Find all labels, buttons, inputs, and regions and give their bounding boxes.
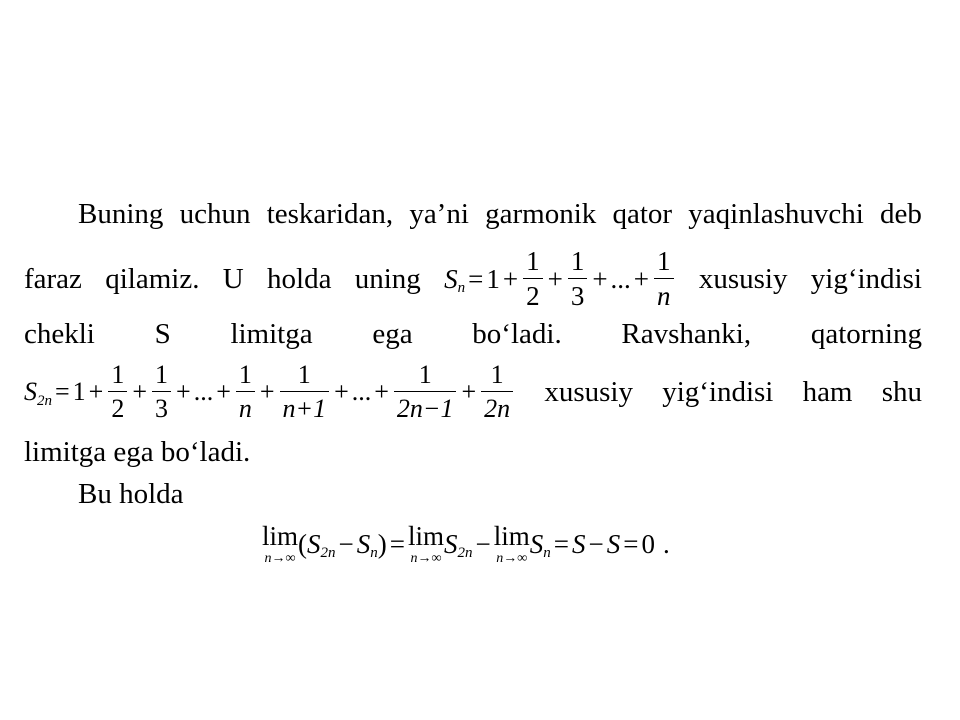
lim-text: lim [262, 521, 299, 551]
math-symbol: S [356, 529, 371, 559]
math-operator: + [633, 263, 650, 294]
math-operator: + [547, 263, 563, 294]
fraction [236, 362, 255, 422]
fraction [152, 362, 171, 422]
word: ega [372, 318, 413, 350]
math-symbol: S [307, 529, 321, 559]
word: xususiy [698, 262, 788, 295]
word: S [154, 318, 171, 350]
denominator: 3 [152, 391, 171, 422]
fraction [394, 362, 457, 422]
fraction [568, 248, 588, 310]
math-operator: + [259, 377, 275, 406]
word: qator [612, 198, 673, 230]
math-number: 1 [72, 377, 86, 406]
denominator: n [236, 391, 255, 422]
numerator: 1 [297, 360, 311, 389]
fraction [280, 362, 330, 422]
formula-limit [262, 523, 670, 566]
paragraph-line-1 [78, 198, 922, 231]
limit-operator [262, 523, 298, 566]
word: deb [880, 198, 922, 230]
word: teskaridan, [266, 198, 394, 230]
math-period: . [662, 529, 670, 559]
lim-text: lim [493, 521, 530, 551]
numerator: 1 [490, 360, 504, 389]
lim-subscript: n→∞ [264, 551, 296, 566]
word: xususiy [544, 375, 633, 408]
numerator: 1 [238, 360, 252, 389]
math-symbol: S [571, 529, 586, 559]
word: shu [881, 375, 922, 408]
math-symbol: S [606, 529, 621, 559]
word: qilamiz. [105, 262, 200, 295]
math-operator: + [88, 377, 104, 406]
math-subscript: n [370, 545, 378, 561]
paragraph-line-6: Bu holda [78, 478, 184, 510]
math-symbol: S [529, 529, 544, 559]
math-operator: + [216, 377, 231, 406]
numerator: 1 [526, 246, 540, 276]
limit-operator [494, 523, 530, 566]
denominator: 2 [523, 278, 543, 310]
fraction [108, 362, 127, 422]
word: ya’ni [409, 198, 469, 230]
paragraph-line-5: limitga ega bo‘ladi. [24, 436, 251, 468]
math-subscript: 2n [320, 545, 336, 561]
formula-sn [444, 248, 675, 310]
math-subscript: n [457, 279, 466, 296]
math-subscript: n [543, 545, 551, 561]
word: limitga [230, 318, 313, 350]
math-symbol: S [444, 529, 458, 559]
math-subscript: 2n [37, 392, 52, 409]
numerator: 1 [155, 360, 169, 389]
numerator: 1 [570, 246, 585, 276]
word: uning [354, 262, 421, 295]
paragraph-line-2 [24, 248, 922, 310]
math-operator: − [588, 529, 604, 559]
denominator: 2n [481, 391, 513, 422]
word: Ravshanki, [621, 318, 752, 350]
math-operator: = [55, 377, 70, 406]
math-operator: = [468, 263, 484, 294]
lim-subscript: n→∞ [496, 551, 528, 566]
math-operator: + [461, 377, 477, 406]
word: bo‘ladi. [472, 318, 562, 350]
math-operator: = [389, 529, 405, 559]
math-operator: = [553, 529, 569, 559]
denominator: 2n−1 [394, 391, 457, 422]
math-operator: + [592, 263, 608, 294]
math-operator: + [132, 377, 148, 406]
denominator: 2 [108, 391, 127, 422]
word: ham [802, 375, 853, 408]
math-number: 1 [486, 263, 500, 294]
math-operator: + [176, 377, 191, 406]
denominator: n [654, 278, 674, 310]
formula-s2n [24, 362, 515, 422]
limit-operator [408, 523, 444, 566]
denominator: 3 [568, 278, 588, 310]
paragraph-line-3 [24, 318, 922, 351]
word: yig‘indisi [662, 375, 774, 408]
numerator: 1 [418, 360, 432, 389]
word: faraz [24, 262, 82, 295]
numerator: 1 [657, 246, 671, 276]
word: holda [267, 262, 332, 295]
math-subscript: 2n [457, 545, 473, 561]
math-operator: − [475, 529, 491, 559]
math-number: 0 [641, 529, 655, 559]
denominator: n+1 [280, 391, 330, 422]
math-operator: = [623, 529, 639, 559]
lim-text: lim [407, 521, 444, 551]
lim-subscript: n→∞ [410, 551, 442, 566]
math-ellipsis: ... [193, 377, 214, 406]
word: U [222, 262, 244, 295]
math-operator: + [374, 377, 389, 406]
math-ellipsis: ... [351, 377, 372, 406]
word: qatorning [810, 318, 922, 350]
formula-limit-line [262, 520, 762, 566]
fraction [654, 248, 674, 310]
fraction [523, 248, 543, 310]
word: uchun [179, 198, 251, 230]
math-symbol: S [444, 263, 458, 294]
math-ellipsis: ... [610, 263, 631, 294]
math-operator: − [338, 529, 354, 559]
math-paren: ) [377, 529, 387, 559]
word: yaqinlashuvchi [688, 198, 864, 230]
word: garmonik [485, 198, 597, 230]
math-paren: ( [298, 529, 308, 559]
word: yig‘indisi [810, 262, 922, 295]
fraction [481, 362, 513, 422]
numerator: 1 [111, 360, 125, 389]
word: chekli [24, 318, 95, 350]
math-operator: + [502, 263, 519, 294]
math-symbol: S [24, 377, 37, 406]
paragraph-line-4 [24, 362, 922, 422]
math-operator: + [334, 377, 349, 406]
word: Buning [78, 198, 164, 230]
